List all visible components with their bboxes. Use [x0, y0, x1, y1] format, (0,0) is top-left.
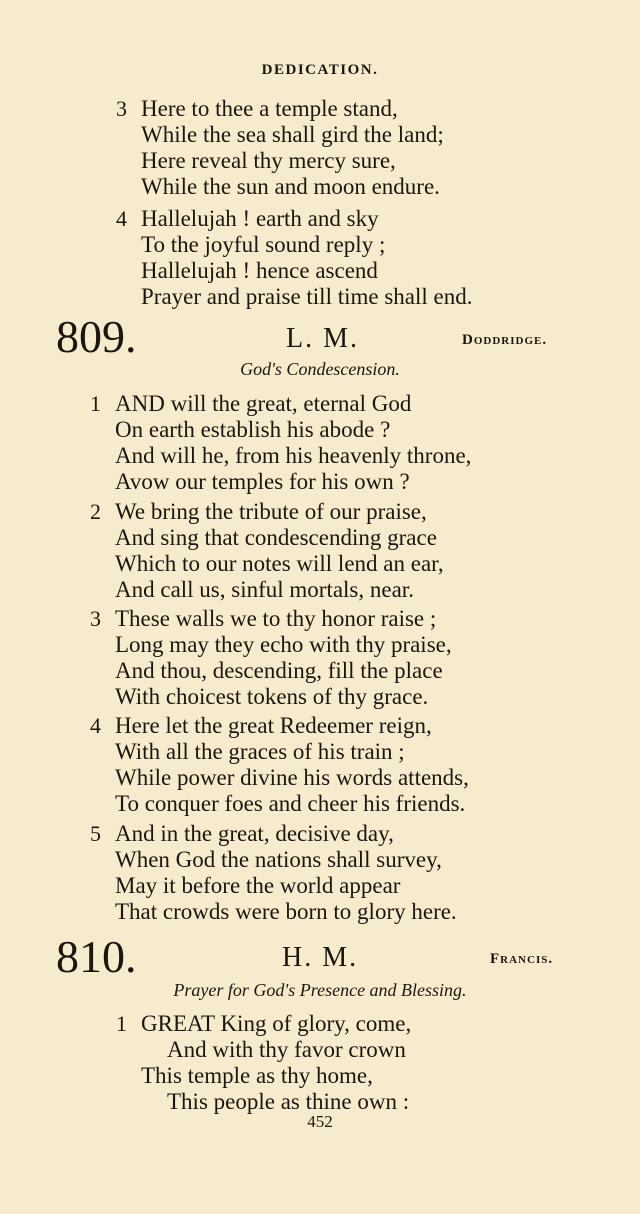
verse-number: 5: [90, 821, 101, 846]
verse-line: While the sea shall gird the land;: [141, 122, 444, 147]
verse-line: Here reveal thy mercy sure,: [141, 148, 396, 173]
hymn-number: 809.: [56, 311, 137, 362]
verse-line: Here let the great Redeemer reign,: [115, 713, 432, 738]
verse-line: And in the great, decisive day,: [115, 821, 394, 846]
hymn-author: Doddridge.: [462, 332, 548, 348]
verse-line: Hallelujah ! earth and sky: [141, 206, 379, 231]
verse-number: 2: [90, 499, 101, 524]
verse-line: This people as thine own :: [167, 1089, 410, 1114]
verse-line: And call us, sinful mortals, near.: [115, 577, 414, 602]
verse-line: AND will the great, eternal God: [115, 391, 412, 416]
verse-line: Avow our temples for his own ?: [115, 469, 410, 494]
verse-line: To the joyful sound reply ;: [141, 232, 386, 257]
verse-number: 1: [90, 391, 101, 416]
verse-line: And thou, descending, fill the place: [115, 658, 443, 683]
verse-line: While the sun and moon endure.: [141, 174, 440, 199]
verse-number: 3: [90, 606, 101, 631]
verse-line: With all the graces of his train ;: [115, 739, 405, 764]
verse-line: And sing that condescending grace: [115, 525, 437, 550]
page-number: 452: [307, 1112, 333, 1131]
hymn-subtitle: God's Condescension.: [240, 359, 400, 379]
verse-number: 3: [116, 96, 127, 121]
verse-line: Long may they echo with thy praise,: [115, 632, 452, 657]
verse-number: 1: [116, 1011, 127, 1036]
hymn-author: Francis.: [490, 951, 554, 967]
verse-line: Hallelujah ! hence ascend: [141, 258, 378, 283]
verse-line: That crowds were born to glory here.: [115, 899, 457, 924]
verse-line: When God the nations shall survey,: [115, 847, 442, 872]
hymn-subtitle: Prayer for God's Presence and Blessing.: [173, 980, 467, 1000]
hymn-meter: L. M.: [286, 323, 359, 354]
verse-number: 4: [116, 206, 127, 231]
verse-line: May it before the world appear: [115, 873, 401, 898]
verse-line: GREAT King of glory, come,: [141, 1011, 412, 1036]
verse-line: To conquer foes and cheer his friends.: [115, 791, 466, 816]
verse-line: Here to thee a temple stand,: [141, 96, 398, 121]
verse-line: With choicest tokens of thy grace.: [115, 684, 429, 709]
verse-line: Prayer and praise till time shall end.: [141, 284, 473, 309]
verse-line: We bring the tribute of our praise,: [115, 499, 427, 524]
verse-number: 4: [90, 713, 101, 738]
verse-line: This temple as thy home,: [141, 1063, 373, 1088]
verse-line: On earth establish his abode ?: [115, 417, 391, 442]
running-header: DEDICATION.: [261, 62, 379, 78]
hymn-meter: H. M.: [282, 942, 359, 973]
verse-line: And will he, from his heavenly throne,: [115, 443, 472, 468]
verse-line: These walls we to thy honor raise ;: [115, 606, 437, 631]
verse-line: Which to our notes will lend an ear,: [115, 551, 444, 576]
verse-line: While power divine his words attends,: [115, 765, 469, 790]
hymn-number: 810.: [56, 931, 137, 982]
verse-line: And with thy favor crown: [167, 1037, 406, 1062]
